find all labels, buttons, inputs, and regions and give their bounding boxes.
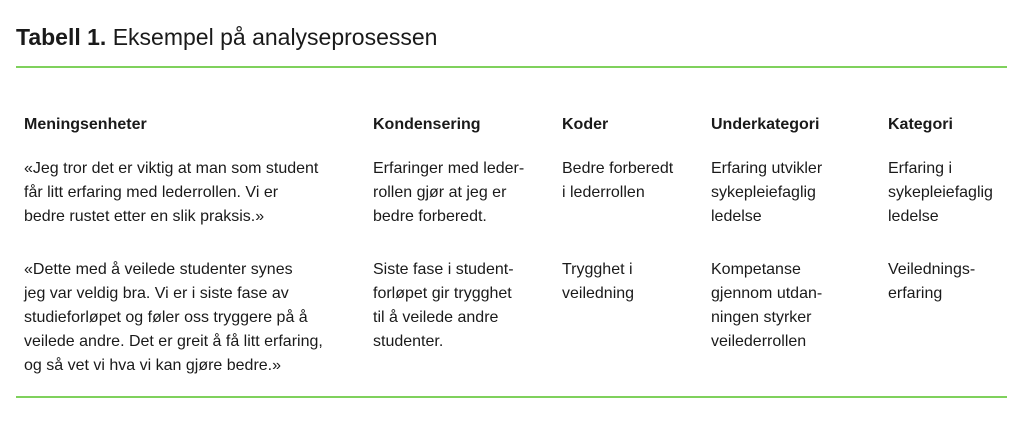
row2-kode: Trygghet i veiledning xyxy=(562,261,635,302)
row2-kondensering: Siste fase i student- forløpet gir trygghet til å veilede andre studenter. xyxy=(373,261,514,350)
header-underkategori: Underkategori xyxy=(711,116,820,133)
caption-text: Eksempel på analyseprosessen xyxy=(112,24,438,50)
row1-kondensering: Erfaringer med leder- rollen gjør at jeg er bedre forberedt. xyxy=(373,160,525,225)
row2-kategori: Veilednings- erfaring xyxy=(888,261,976,302)
top-rule xyxy=(16,66,1007,68)
caption-label: Tabell 1. xyxy=(16,24,107,50)
row2-meningsenhet: «Dette med å veilede studenter synes jeg var veldig bra. Vi er i siste fase av studieforløpet og føler oss tryggere på å veilede andre. Det er greit å få litt erfaring, og så vet vi hva vi kan gjøre bedre.» xyxy=(24,261,323,374)
row1-kode: Bedre forberedt i lederrollen xyxy=(562,160,674,201)
table-caption xyxy=(16,22,437,52)
header-koder: Koder xyxy=(562,116,609,133)
header-meningsenheter: Meningsenheter xyxy=(24,116,147,133)
row1-kategori: Erfaring i sykepleiefaglig ledelse xyxy=(888,160,993,225)
row1-underkategori: Erfaring utvikler sykepleiefaglig ledelse xyxy=(711,160,823,225)
bottom-rule xyxy=(16,396,1007,398)
header-kategori: Kategori xyxy=(888,116,953,133)
row1-meningsenhet: «Jeg tror det er viktig at man som student får litt erfaring med lederrollen. Vi er bedre rustet etter en slik praksis.» xyxy=(24,160,319,225)
header-kondensering: Kondensering xyxy=(373,116,481,133)
row2-underkategori: Kompetanse gjennom utdan- ningen styrker veilederrollen xyxy=(711,261,823,350)
